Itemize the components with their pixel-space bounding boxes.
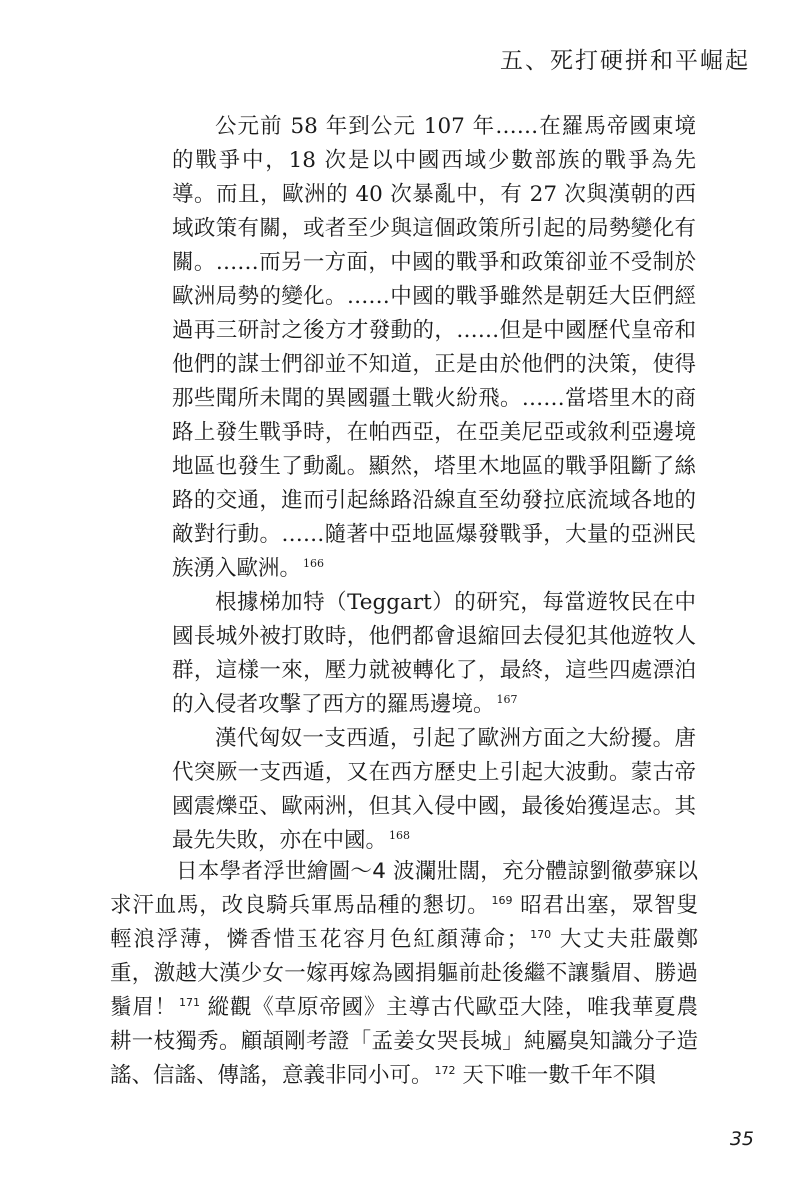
body-text <box>110 855 698 1093</box>
footnote-ref-172: 172 <box>434 1063 456 1077</box>
footnote-ref-170: 170 <box>530 927 552 941</box>
body-segment-3: 大丈夫莊嚴鄭重，激越大漢少女一嫁再嫁為國捐軀前赴後繼不讓鬚眉、勝過鬚眉！ <box>110 927 698 1020</box>
body-paragraph <box>110 855 698 1093</box>
body-segment-5: 天下唯一數千年不隕 <box>455 1063 656 1088</box>
quote-paragraph-1 <box>172 110 696 586</box>
footnote-ref-168: 168 <box>389 828 411 842</box>
running-header: 五、死打硬拼和平崛起 <box>500 48 750 74</box>
footnote-ref-167: 167 <box>496 692 518 706</box>
body-segment-4: 縱觀《草原帝國》主導古代歐亞大陸，唯我華夏農耕一枝獨秀。顧頡剛考證「孟姜女哭長城」純屬臭知識分子造謠、信謠、傳謠，意義非同小可。 <box>110 995 698 1088</box>
footnote-ref-166: 166 <box>303 556 325 570</box>
quote-paragraph-3 <box>172 722 696 858</box>
body-segment-1: 日本學者浮世繪圖～4 波瀾壯闊，充分體諒劉徹夢寐以求汗血馬，改良騎兵軍馬品種的懇切。 <box>110 859 698 918</box>
body-segment-2: 昭君出塞，眾智叟輕浪浮薄，憐香惜玉花容月色紅顏薄命； <box>110 893 698 952</box>
quote-paragraph-1-text: 公元前 58 年到公元 107 年……在羅馬帝國東境的戰爭中，18 次是以中國西域少數部族的戰爭為先導。而且，歐洲的 40 次暴亂中，有 27 次與漢朝的西域政策有關，或者至少與這個政策所引起的局勢變化有關。……而另一方面，中國的戰爭和政策卻並不受制於歐洲局勢的變化。……中國的戰爭雖然是朝廷大臣們經過再三研討之後方才發動的，……但是中國歷代皇帝和他們的謀士們卻並不知道，正是由於他們的決策，使得那些聞所未聞的異國疆土戰火紛飛。……當塔里木的商路上發生戰爭時，在帕西亞，在亞美尼亞或敘利亞邊境地區也發生了動亂。顯然，塔里木地區的戰爭阻斷了絲路的交通，進而引起絲路沿線直至幼發拉底流域各地的敵對行動。……隨著中亞地區爆發戰爭，大量的亞洲民族湧入歐洲。 <box>172 114 696 581</box>
quote-paragraph-3-text: 漢代匈奴一支西遁，引起了歐洲方面之大紛擾。唐代突厥一支西遁，又在西方歷史上引起大波動。蒙古帝國震爍亞、歐兩洲，但其入侵中國，最後始獲逞志。其最先失敗，亦在中國。 <box>172 726 696 853</box>
block-quote <box>172 110 696 858</box>
page-number: 35 <box>729 1128 754 1150</box>
footnote-ref-169: 169 <box>491 893 513 907</box>
quote-paragraph-2-text: 根據梯加特（Teggart）的研究，每當遊牧民在中國長城外被打敗時，他們都會退縮回去侵犯其他遊牧人群，這樣一來，壓力就被轉化了，最終，這些四處漂泊的入侵者攻擊了西方的羅馬邊境。 <box>172 590 696 717</box>
footnote-ref-171: 171 <box>178 995 200 1009</box>
quote-paragraph-2 <box>172 586 696 722</box>
